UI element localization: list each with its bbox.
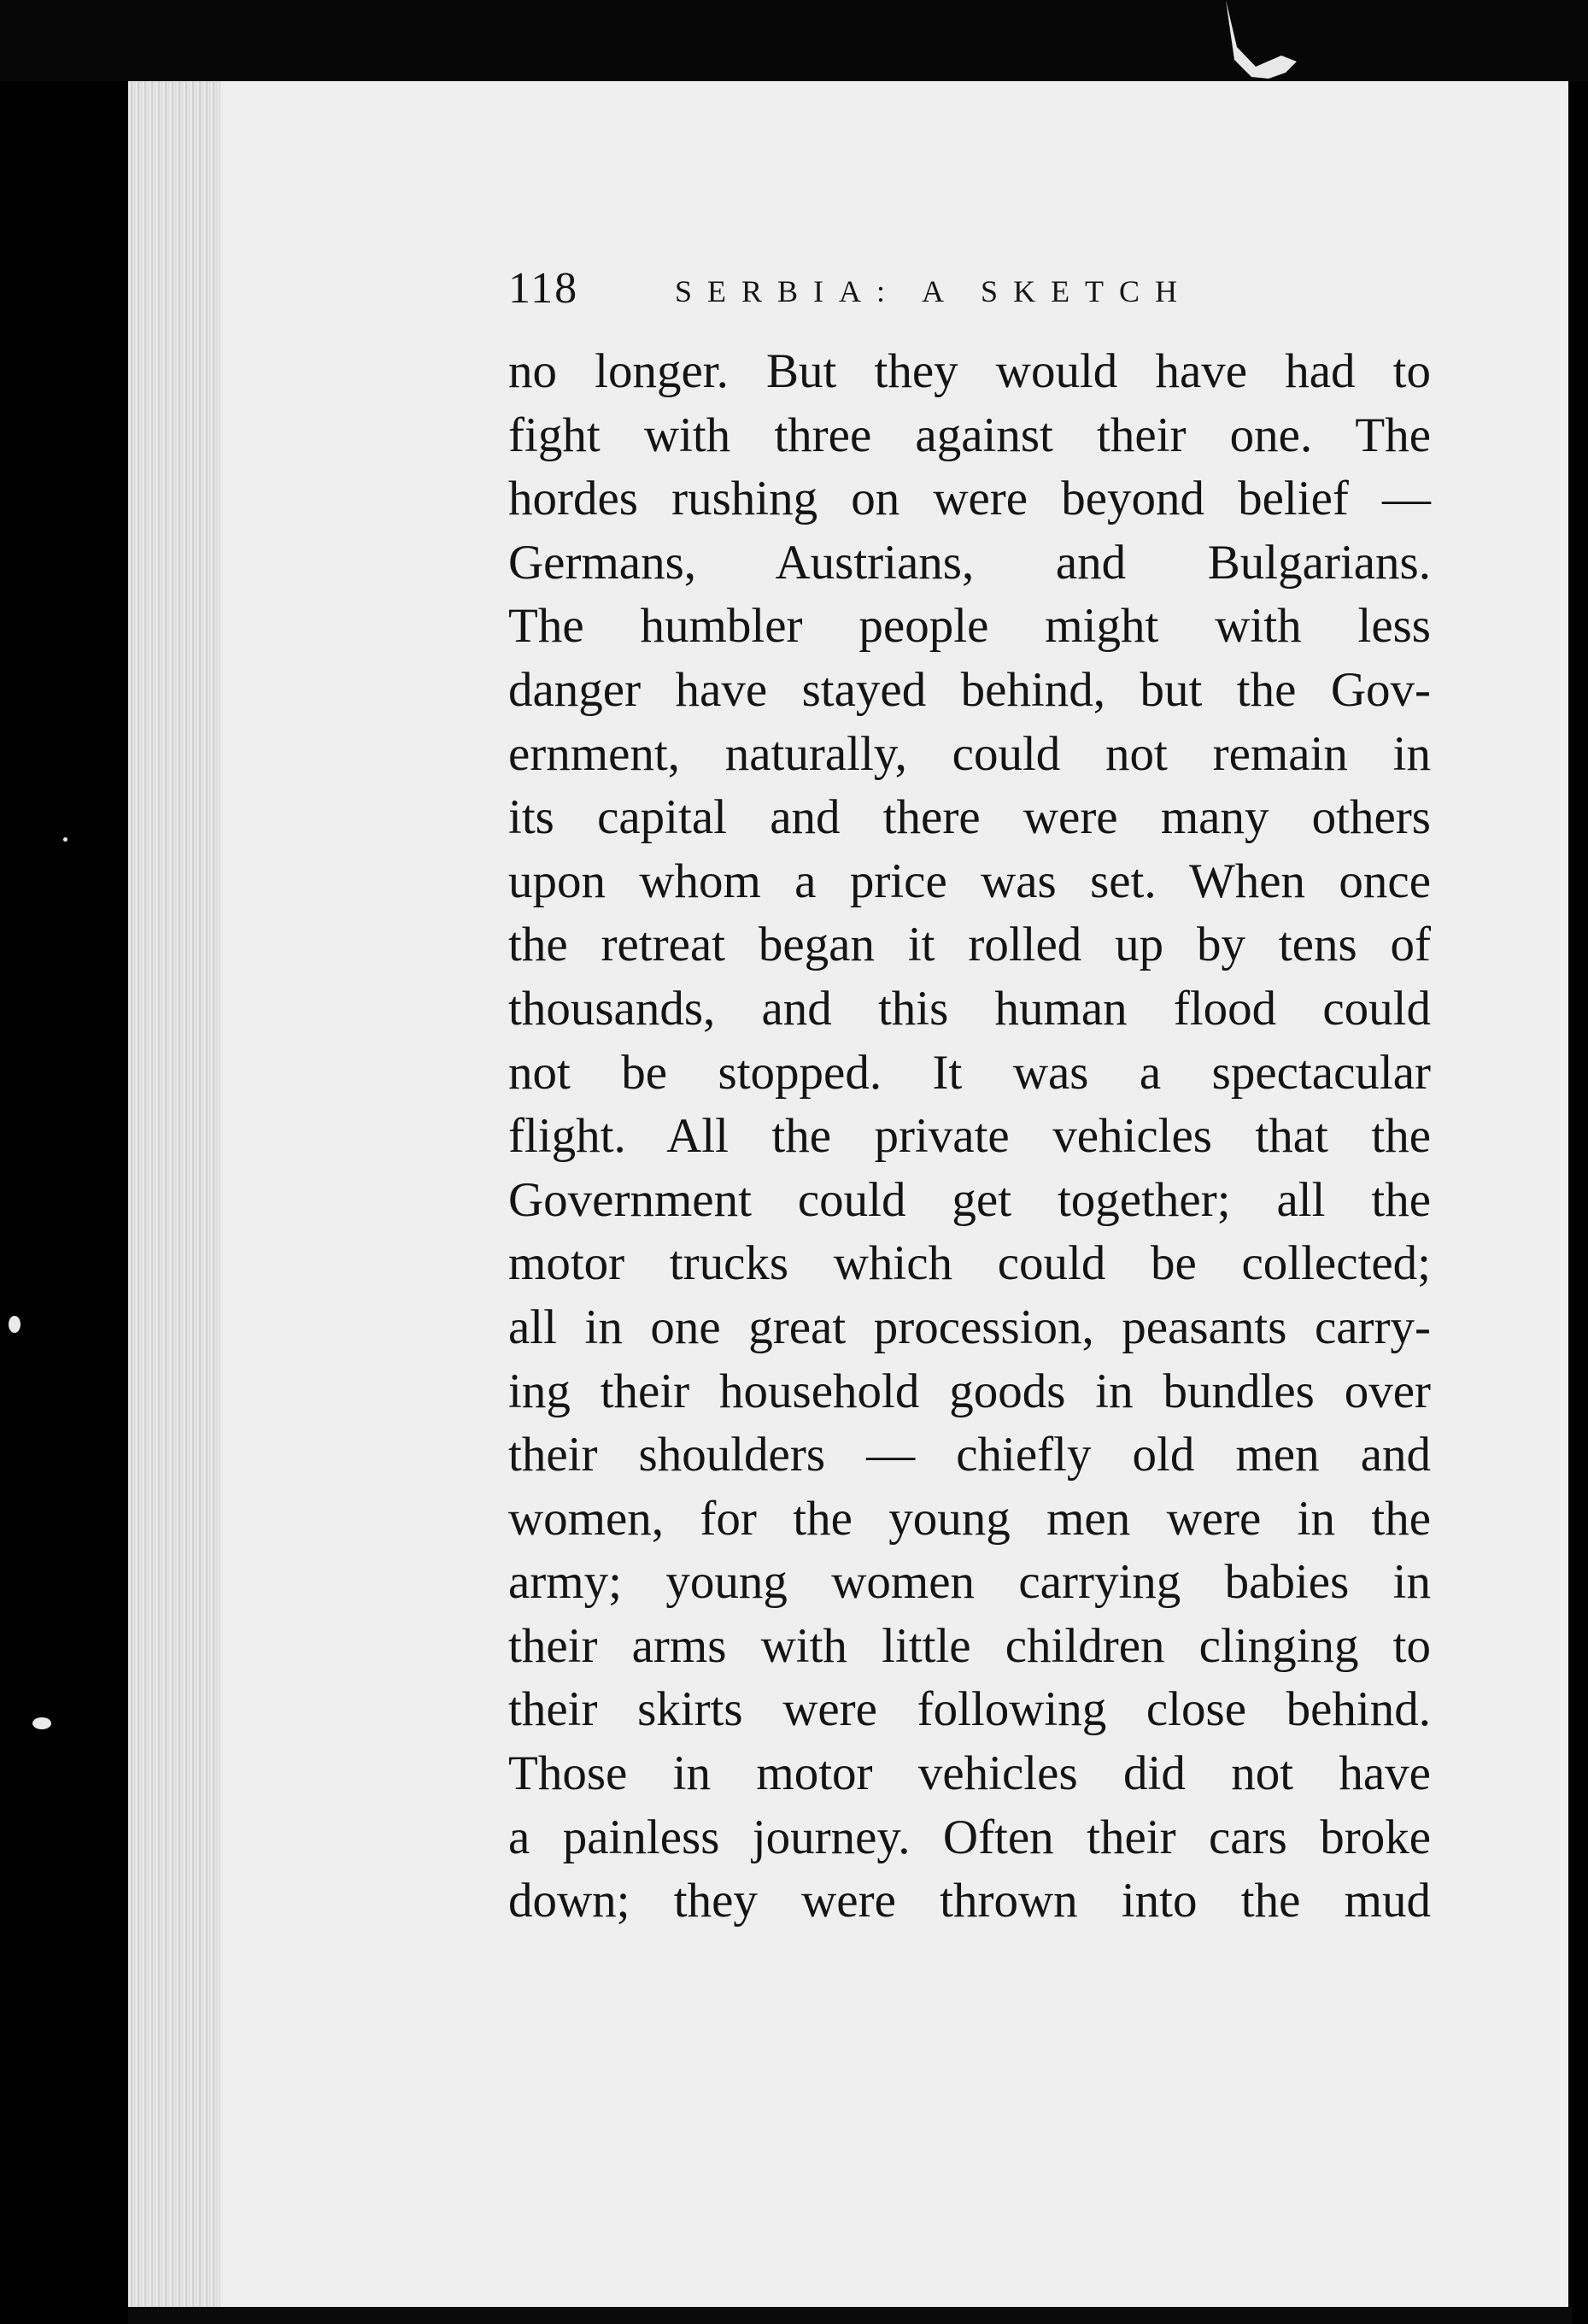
running-title: SERBIA: A SKETCH — [675, 274, 1193, 308]
page-stack-edges — [128, 81, 222, 2315]
text-line: thousands, and this human flood could — [508, 981, 1431, 1036]
text-line: their skirts were following close behind. — [508, 1682, 1431, 1737]
text-line: its capital and there were many others — [508, 790, 1431, 845]
running-header — [508, 263, 1448, 314]
text-line: Those in motor vehicles did not have — [508, 1746, 1431, 1801]
text-line: the retreat began it rolled up by tens of — [508, 918, 1431, 972]
page-number: 118 — [508, 264, 579, 313]
scan-bottom-border — [128, 2307, 1572, 2324]
text-line: ernment, naturally, could not remain in — [508, 726, 1431, 781]
text-line: danger have stayed behind, but the Gov- — [508, 662, 1431, 717]
text-line: a painless journey. Often their cars broke — [508, 1810, 1431, 1864]
text-line: all in one great procession, peasants carry- — [508, 1300, 1431, 1354]
text-line: no longer. But they would have had to — [508, 344, 1431, 398]
text-line: Germans, Austrians, and Bulgarians. — [508, 535, 1431, 590]
text-line: ing their household goods in bundles over — [508, 1364, 1431, 1418]
text-line: their arms with little children clinging to — [508, 1618, 1431, 1673]
text-line: not be stopped. It was a spectacular — [508, 1045, 1431, 1100]
text-line: Government could get together; all the — [508, 1172, 1431, 1227]
text-line: down; they were thrown into the mud — [508, 1874, 1431, 1928]
text-line: flight. All the private vehicles that the — [508, 1109, 1431, 1164]
text-line: hordes rushing on were beyond belief — — [508, 472, 1431, 526]
text-line: their shoulders — chiefly old men and — [508, 1428, 1431, 1482]
text-line: motor trucks which could be collected; — [508, 1236, 1431, 1291]
scan-top-border — [0, 0, 1588, 81]
text-line: fight with three against their one. The — [508, 408, 1431, 462]
text-line: army; young women carrying babies in — [508, 1555, 1431, 1610]
scan-speck — [9, 1316, 21, 1333]
text-line: The humbler people might with less — [508, 599, 1431, 654]
scan-speck — [63, 837, 67, 842]
torn-corner-mark — [1222, 0, 1298, 81]
text-line: upon whom a price was set. When once — [508, 854, 1431, 908]
scan-speck — [32, 1717, 51, 1729]
text-line: women, for the young men were in the — [508, 1491, 1431, 1546]
body-text — [508, 340, 1431, 1934]
